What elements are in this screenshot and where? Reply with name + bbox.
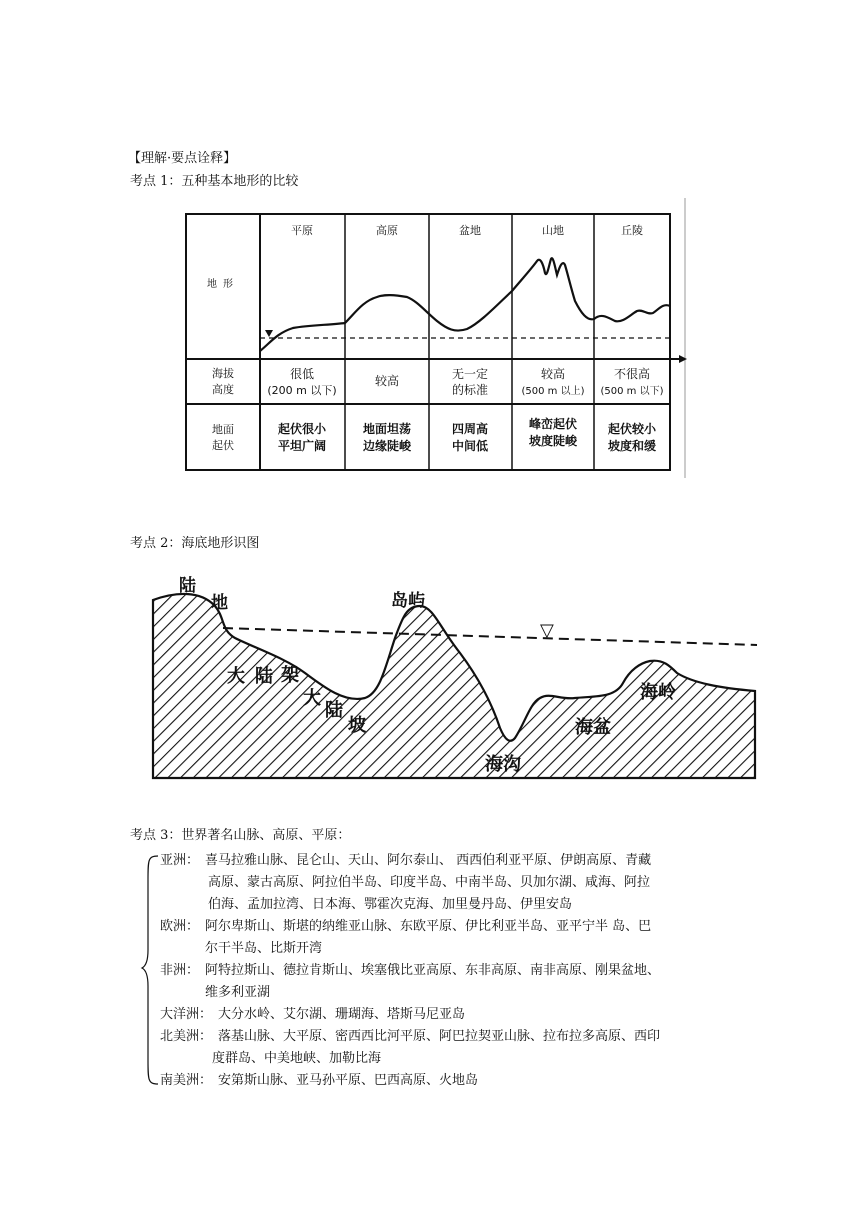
- sea-level-symbol: ▽: [540, 620, 554, 641]
- label-land-2: 地: [211, 593, 228, 613]
- row-label-altitude-1: 海拔: [212, 367, 234, 380]
- continent-label: 非洲：: [160, 963, 200, 978]
- continent-label: 北美洲：: [160, 1029, 213, 1044]
- continent-line: 尔干半岛、比斯开湾: [205, 941, 323, 956]
- label-slope-3: 坡: [348, 715, 366, 736]
- point2-title: 考点 2：海底地形识图: [130, 536, 260, 551]
- continent-label: 南美洲：: [160, 1073, 213, 1088]
- col-header-plateau: 高原: [376, 224, 398, 237]
- continent-line: 阿特拉斯山、德拉肯斯山、埃塞俄比亚高原、东非高原、南非高原、刚果盆地、: [205, 963, 661, 978]
- point1-title: 考点 1：五种基本地形的比较: [130, 174, 299, 189]
- continent-line: 喜马拉雅山脉、昆仑山、天山、阿尔泰山、 西西伯利亚平原、伊朗高原、青藏: [205, 853, 652, 868]
- row-label-relief-2: 起伏: [212, 439, 234, 452]
- continent-line: 阿尔卑斯山、斯堪的纳维亚山脉、东欧平原、伊比利亚半岛、亚平宁半 岛、巴: [205, 919, 652, 934]
- relief-mountain-2: 坡度陡峻: [528, 434, 578, 448]
- altitude-plain-2: (200 m 以下): [267, 384, 337, 397]
- continent-line: 安第斯山脉、亚马孙平原、巴西高原、火地岛: [218, 1073, 479, 1088]
- row-label-terrain-1: 地: [207, 279, 217, 290]
- label-ridge: 海岭: [640, 682, 676, 703]
- row-label-altitude-2: 高度: [212, 383, 234, 396]
- altitude-plateau: 较高: [374, 374, 400, 388]
- label-basin: 海盆: [575, 717, 611, 738]
- label-island: 岛屿: [391, 591, 425, 611]
- continent-line: 大分水岭、艾尔湖、珊瑚海、塔斯马尼亚岛: [218, 1007, 466, 1022]
- relief-plateau-2: 边缘陡峻: [362, 439, 412, 453]
- label-slope-2: 陆: [325, 700, 343, 721]
- col-header-plain: 平原: [291, 224, 313, 237]
- relief-hills-1: 起伏较小: [607, 422, 657, 436]
- seafloor-figure: [145, 558, 760, 803]
- section-header: 【理解·要点诠释】: [128, 151, 237, 166]
- altitude-basin-2: 的标准: [451, 383, 489, 397]
- label-shelf-1: 大: [227, 666, 245, 687]
- col-header-hills: 丘陵: [621, 224, 643, 237]
- continent-line: 高原、蒙古高原、阿拉伯半岛、印度半岛、中南半岛、贝加尔湖、咸海、阿拉: [208, 875, 651, 890]
- relief-basin-1: 四周高: [451, 422, 489, 436]
- relief-plain-2: 平坦广阔: [277, 439, 327, 453]
- continent-label: 大洋洲：: [160, 1007, 213, 1022]
- row-label-terrain-2: 形: [223, 279, 233, 290]
- altitude-hills-2: (500 m 以下): [600, 386, 664, 397]
- relief-hills-2: 坡度和缓: [607, 439, 657, 453]
- altitude-hills-1: 不很高: [613, 367, 651, 381]
- label-land-1: 陆: [179, 576, 196, 596]
- landform-table: [185, 193, 690, 478]
- continent-line: 伯海、孟加拉湾、日本海、鄂霍次克海、加里曼丹岛、伊里安岛: [208, 897, 573, 912]
- row-label-relief-1: 地面: [212, 423, 234, 436]
- altitude-mountain-1: 较高: [540, 367, 566, 381]
- label-trench: 海沟: [485, 754, 521, 775]
- relief-mountain-1: 峰峦起伏: [528, 417, 578, 431]
- altitude-plain-1: 很低: [289, 367, 315, 381]
- relief-plateau-1: 地面坦荡: [362, 422, 412, 436]
- col-header-basin: 盆地: [459, 224, 481, 237]
- continent-list: [160, 852, 760, 1092]
- continent-line: 度群岛、中美地峡、加勒比海: [212, 1051, 382, 1066]
- continent-bracket: [140, 850, 160, 1090]
- col-header-mountain: 山地: [542, 224, 564, 237]
- relief-basin-2: 中间低: [451, 439, 489, 453]
- altitude-basin-1: 无一定: [451, 367, 489, 381]
- relief-plain-1: 起伏很小: [277, 422, 327, 436]
- seafloor-diagram: [145, 558, 760, 803]
- continent-line: 落基山脉、大平原、密西西比河平原、阿巴拉契亚山脉、拉布拉多高原、西印: [218, 1029, 661, 1044]
- altitude-mountain-2: (500 m 以上): [521, 386, 585, 397]
- label-shelf-2: 陆: [255, 666, 273, 687]
- continent-label: 欧洲：: [160, 919, 200, 934]
- landform-table-figure: [185, 193, 690, 478]
- label-shelf-3: 架: [281, 665, 299, 686]
- continent-line: 维多利亚湖: [205, 985, 271, 1000]
- point3-title: 考点 3：世界著名山脉、高原、平原：: [130, 828, 351, 843]
- continent-label: 亚洲：: [160, 853, 200, 868]
- label-slope-1: 大: [303, 688, 321, 709]
